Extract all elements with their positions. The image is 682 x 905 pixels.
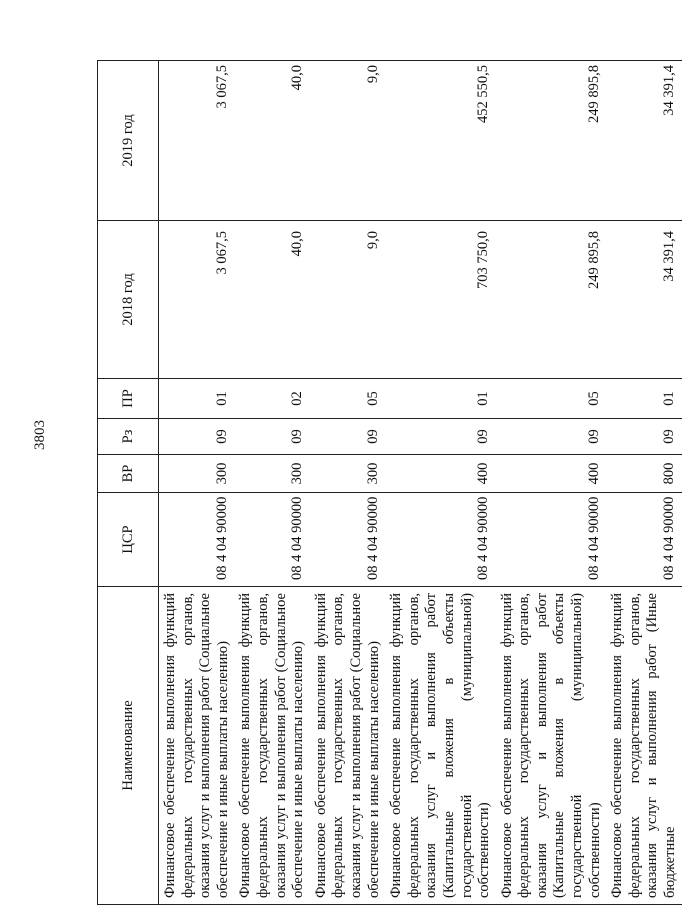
- header-pr: ПР: [98, 379, 159, 419]
- row-2018: 249 895,8: [496, 221, 607, 379]
- table-row: [159, 61, 235, 905]
- row-rz: 09: [606, 419, 681, 455]
- row-2018: 703 750,0: [385, 221, 496, 379]
- row-pr: 05: [496, 379, 607, 419]
- row-2018: 9,0: [310, 221, 385, 379]
- table-row: [234, 61, 309, 905]
- row-vr: 300: [159, 455, 235, 493]
- row-2018: 40,0: [234, 221, 309, 379]
- row-2018: 3 067,5: [159, 221, 235, 379]
- row-csr: 08 4 04 90000: [159, 493, 235, 587]
- row-rz: 09: [310, 419, 385, 455]
- header-row: [98, 61, 159, 905]
- header-vr: ВР: [98, 455, 159, 493]
- row-rz: 09: [159, 419, 235, 455]
- header-name: Наименование: [98, 587, 159, 905]
- row-csr: 08 4 04 90000: [606, 493, 681, 587]
- row-csr: 08 4 04 90000: [234, 493, 309, 587]
- row-name: Финансовое обеспечение выполнения функций федеральных государственных органов, оказания услуг и выполнения работ (Социальное обеспечение и иные выплаты населению): [310, 587, 385, 905]
- row-2018: 34 391,4: [606, 221, 681, 379]
- row-csr: 08 4 04 90000: [310, 493, 385, 587]
- row-csr: 08 4 04 90000: [385, 493, 496, 587]
- row-2019: 249 895,8: [496, 61, 607, 221]
- row-pr: 01: [385, 379, 496, 419]
- row-pr: 01: [606, 379, 681, 419]
- table-row: [606, 61, 681, 905]
- row-csr: 08 4 04 90000: [496, 493, 607, 587]
- row-vr: 300: [234, 455, 309, 493]
- row-2019: 9,0: [310, 61, 385, 221]
- row-rz: 09: [385, 419, 496, 455]
- table-row: [496, 61, 607, 905]
- budget-table: [97, 60, 682, 905]
- table-row: [385, 61, 496, 905]
- row-name: Финансовое обеспечение выполнения функций федеральных государственных органов, оказания услуг и выполнения работ (Капитальные вложения в объекты государственной (муниципальной) собственности): [496, 587, 607, 905]
- row-name: Финансовое обеспечение выполнения функций федеральных государственных органов, оказания услуг и выполнения работ (Социальное обеспечение и иные выплаты населению): [234, 587, 309, 905]
- row-pr: 05: [310, 379, 385, 419]
- row-vr: 800: [606, 455, 681, 493]
- row-2019: 40,0: [234, 61, 309, 221]
- row-vr: 400: [496, 455, 607, 493]
- row-name: Финансовое обеспечение выполнения функций федеральных государственных органов, оказания услуг и выполнения работ (Социальное обеспечение и иные выплаты населению): [159, 587, 235, 905]
- header-2018: 2018 год: [98, 221, 159, 379]
- header-2019: 2019 год: [98, 61, 159, 221]
- row-2019: 3 067,5: [159, 61, 235, 221]
- row-name: Финансовое обеспечение выполнения функций федеральных государственных органов, оказания услуг и выполнения работ (Капитальные вложения в объекты государственной (муниципальной) собственности): [385, 587, 496, 905]
- row-rz: 09: [234, 419, 309, 455]
- row-vr: 300: [310, 455, 385, 493]
- header-rz: Рз: [98, 419, 159, 455]
- row-vr: 400: [385, 455, 496, 493]
- row-2019: 34 391,4: [606, 61, 681, 221]
- page-number: 3803: [32, 420, 48, 450]
- row-rz: 09: [496, 419, 607, 455]
- header-csr: ЦСР: [98, 493, 159, 587]
- row-pr: 02: [234, 379, 309, 419]
- row-2019: 452 550,5: [385, 61, 496, 221]
- row-name: Финансовое обеспечение выполнения функций федеральных государственных органов, оказания услуг и выполнения работ (Иные бюджетные: [606, 587, 681, 905]
- row-pr: 01: [159, 379, 235, 419]
- table-row: [310, 61, 385, 905]
